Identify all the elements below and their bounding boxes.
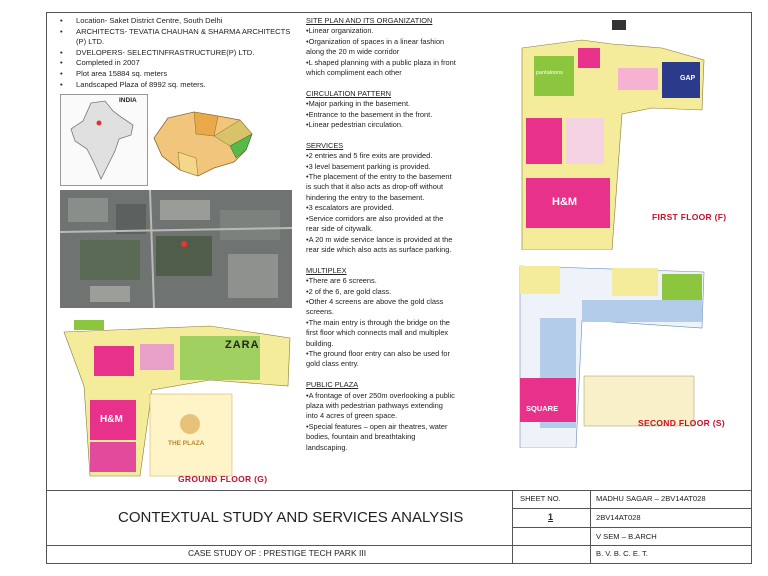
sheet-number: 1	[548, 512, 554, 522]
multiplex-heading: MULTIPLEX	[306, 265, 347, 275]
site-marker	[181, 241, 187, 247]
first-floor-label: FIRST FLOOR (F)	[652, 212, 727, 222]
title-block-rule	[46, 545, 752, 546]
project-info-list	[60, 16, 295, 90]
site-plan-line: •Linear organization.	[306, 26, 374, 36]
hm-ground-label: H&M	[100, 414, 123, 425]
multiplex-line: building.	[306, 338, 334, 348]
public-plaza-heading: PUBLIC PLAZA	[306, 380, 359, 390]
site-plan-line: along the 20 m wide corridor	[306, 47, 400, 57]
services-line: •Service corridors are also provided at the	[306, 213, 444, 223]
services-line: •The placement of the entry to the basement	[306, 172, 452, 182]
site-plan-line: •Organization of spaces in a linear fashion	[306, 36, 445, 46]
multiplex-line: •The ground floor entry can also be used for	[306, 348, 450, 358]
services-line: •3 level basement parking is provided.	[306, 161, 431, 171]
multiplex-line: screens.	[306, 307, 334, 317]
info-plaza-area: • Landscaped Plaza of 8992 sq. meters.	[60, 80, 295, 91]
title-block-rule	[512, 490, 513, 564]
services-line: is such that it also acts as drop-off without	[306, 182, 444, 192]
zara-label: ZARA	[225, 339, 260, 351]
gap-label: GAP	[680, 75, 696, 82]
delhi-map	[148, 106, 260, 186]
services-line: rear side which also acts as surface parking.	[306, 244, 452, 254]
public-plaza-line: into 4 acres of green space.	[306, 411, 398, 421]
sheet-label: SHEET NO.	[520, 494, 561, 503]
public-plaza-line: plaza with pedestrian pathways extending	[306, 400, 443, 410]
multiplex-line: first floor which connects mall and multiplex	[306, 328, 449, 338]
delhi-marker	[97, 121, 102, 126]
site-plan-line: •L shaped planning with a public plaza in front	[306, 57, 456, 67]
pantaloons-label: pantaloons	[536, 70, 563, 76]
sheet-title: CONTEXTUAL STUDY AND SERVICES ANALYSIS	[118, 509, 464, 526]
multiplex-line: •The main entry is through the bridge on the	[306, 317, 450, 327]
india-map-outline	[61, 95, 147, 185]
public-plaza-line: •A frontage of over 250m overlooking a public	[306, 390, 455, 400]
college: B. V. B. C. E. T.	[596, 549, 648, 558]
circulation-line: •Linear pedestrian circulation.	[306, 120, 404, 130]
author: MADHU SAGAR – 2BV14AT028	[596, 494, 706, 503]
roll-number: 2BV14AT028	[596, 513, 641, 522]
public-plaza-line: landscaping.	[306, 442, 348, 452]
services-line: hindering the entry to the basement.	[306, 192, 425, 202]
satellite-image	[60, 190, 292, 308]
square-label: SQUARE	[526, 404, 559, 413]
india-label: INDIA	[119, 97, 137, 104]
services-line: •3 escalators are provided.	[306, 203, 394, 213]
multiplex-line: gold class entry.	[306, 359, 359, 369]
info-location: • Location- Saket District Centre, South Delhi	[60, 16, 295, 27]
title-block-rule	[512, 508, 752, 509]
public-plaza-line: bodies, fountain and breathtaking	[306, 432, 416, 442]
multiplex-line: •Other 4 screens are above the gold class	[306, 296, 444, 306]
semester: V SEM – B.ARCH	[596, 532, 657, 541]
second-floor-label: SECOND FLOOR (S)	[638, 418, 725, 428]
title-block-rule	[590, 490, 591, 564]
site-plan-heading: SITE PLAN AND ITS ORGANIZATION	[306, 16, 433, 25]
circulation-heading: CIRCULATION PATTERN	[306, 88, 391, 98]
site-plan-line: which compliment each other	[306, 68, 402, 78]
services-line: •2 entries and 5 fire exits are provided.	[306, 151, 433, 161]
plaza-label: THE PLAZA	[168, 440, 205, 447]
public-plaza-line: •Special features – open air theatres, water	[306, 421, 448, 431]
india-map	[60, 94, 148, 186]
title-block-rule	[512, 527, 752, 528]
info-completed: • Completed in 2007	[60, 58, 295, 69]
multiplex-line: •There are 6 screens.	[306, 276, 377, 286]
title-block-top-rule	[46, 490, 752, 491]
info-developers: • DVELOPERS- SELECTINFRASTRUCTURE(P) LTD.	[60, 48, 295, 59]
circulation-line: •Entrance to the basement in the front.	[306, 109, 433, 119]
analysis-text	[306, 16, 510, 453]
services-line: •A 20 m wide service lance is provided at the	[306, 234, 453, 244]
services-heading: SERVICES	[306, 140, 344, 150]
circulation-line: •Major parking in the basement.	[306, 99, 411, 109]
case-study: CASE STUDY OF : PRESTIGE TECH PARK III	[188, 548, 367, 558]
ground-floor-label: GROUND FLOOR (G)	[178, 474, 268, 484]
multiplex-line: •2 of the 6, are gold class.	[306, 286, 392, 296]
info-plot-area: • Plot area 15884 sq. meters	[60, 69, 295, 80]
services-line: rear side of citywalk.	[306, 224, 373, 234]
ground-floor-plan	[60, 316, 292, 486]
info-architects: • ARCHITECTS- TEVATIA CHAUHAN & SHARMA ARCHITECTS (P) LTD.	[60, 27, 295, 48]
hm-first-label: H&M	[552, 196, 578, 208]
